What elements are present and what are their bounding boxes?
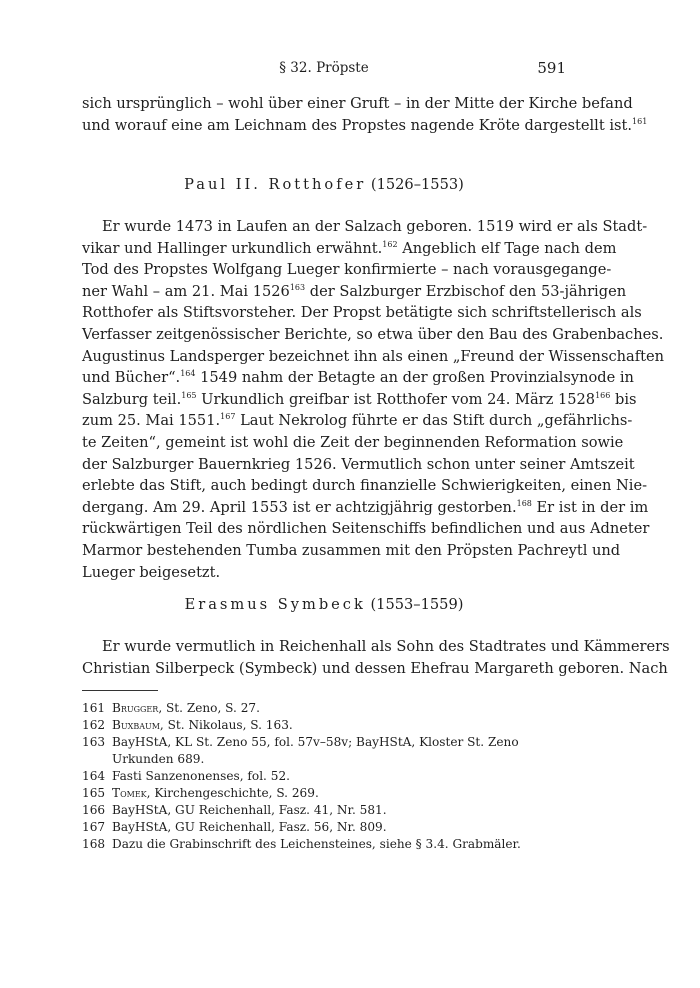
footnote-body: , St. Nikolaus, S. 163. <box>159 718 293 732</box>
text-line: und Bücher“.$^{164}$ 1549 nahm der Betagte an der großen Provinzialsynode in <box>82 369 634 387</box>
text-line: und worauf eine am Leichnam des Propstes nagende Kröte dargestellt ist.$^{161}$ <box>82 116 648 134</box>
footnote-author: Buxbaum <box>112 718 160 732</box>
text-line: der Salzburger Bauernkrieg 1526. Vermutlich schon unter seiner Amtszeit <box>82 455 635 473</box>
footnote-body: Fasti Sanzenonenses, fol. 52. <box>112 769 290 783</box>
text-line: sich ursprünglich – wohl über einer Gruft – in der Mitte der Kirche befand <box>82 95 633 112</box>
section-heading-symbeck <box>82 596 566 613</box>
footnote-item <box>82 785 566 802</box>
section-heading-name: Erasmus Symbeck <box>184 596 366 613</box>
footnote-number: 165 <box>82 786 106 800</box>
text-line: Rotthofer als Stiftsvorsteher. Der Propst betätigte sich schriftstellerisch als <box>82 304 642 322</box>
footnote-number: 161 <box>82 701 106 715</box>
text-line: Christian Silberpeck (Symbeck) und dessen Ehefrau Margareth geboren. Nach <box>82 659 668 677</box>
footnote-body: BayHStA, GU Reichenhall, Fasz. 56, Nr. 809. <box>112 820 387 834</box>
footnote-item <box>82 700 566 717</box>
footnote-text <box>112 717 566 734</box>
footnote-author: Brugger <box>112 701 159 715</box>
text-line: dergang. Am 29. April 1553 ist er achtzigjährig gestorben.$^{168}$ Er ist in der im <box>82 498 649 516</box>
text-line: Verfasser zeitgenössischer Berichte, so etwa über den Bau des Grabenbaches. <box>82 325 664 343</box>
footnote-text <box>112 819 566 836</box>
section-heading-years: (1553–1559) <box>370 596 464 613</box>
footnote-text <box>112 802 566 819</box>
footnote-number: 162 <box>82 718 106 732</box>
footnote-number: 167 <box>82 820 106 834</box>
footnote-number: 166 <box>82 803 106 817</box>
text-line: Tod des Propstes Wolfgang Lueger konfirmierte – nach vorausgegange- <box>82 261 612 279</box>
section-heading-name: Paul II. Rotthofer <box>184 176 367 193</box>
text-line: zum 25. Mai 1551.$^{167}$ Laut Nekrolog führte er das Stift durch „gefährlichs- <box>82 412 633 430</box>
footnote-body: BayHStA, KL St. Zeno 55, fol. 57v–58v; BayHStA, Kloster St. Zeno Urkunden 689. <box>112 735 519 766</box>
text-line: Salzburg teil.$^{165}$ Urkundlich greifbar ist Rotthofer vom 24. März 1528$^{166}$ bis <box>82 390 637 408</box>
running-head: § 32. Pröpste <box>279 60 369 76</box>
intro-paragraph <box>82 93 648 136</box>
text-line: vikar und Hallinger urkundlich erwähnt.$^{162}$ Angeblich elf Tage nach dem <box>82 239 617 257</box>
text-line: Er wurde 1473 in Laufen an der Salzach geboren. 1519 wird er als Stadt- <box>102 218 648 235</box>
footnote-item <box>82 768 566 785</box>
paragraph-rotthofer <box>82 216 665 583</box>
footnote-item <box>82 836 566 853</box>
footnote-body: , St. Zeno, S. 27. <box>158 701 260 715</box>
page-header <box>82 60 566 82</box>
footnote-item <box>82 717 566 734</box>
footnote-body: Dazu die Grabinschrift des Leichensteines, siehe § 3.4. Grabmäler. <box>112 837 521 851</box>
footnote-number: 163 <box>82 735 106 749</box>
footnote-separator <box>82 690 158 691</box>
footnote-number: 168 <box>82 837 106 851</box>
paragraph-symbeck <box>82 636 670 679</box>
footnote-text <box>112 768 566 785</box>
text-line: ner Wahl – am 21. Mai 1526$^{163}$ der Salzburger Erzbischof den 53-jährigen <box>82 282 627 300</box>
section-heading-years: (1526–1553) <box>370 176 464 193</box>
footnote-item <box>82 734 566 768</box>
footnote-body: BayHStA, GU Reichenhall, Fasz. 41, Nr. 581. <box>112 803 387 817</box>
text-line: erlebte das Stift, auch bedingt durch finanzielle Schwierigkeiten, einen Nie- <box>82 477 648 495</box>
footnote-text <box>112 785 566 802</box>
text-line: te Zeiten“, gemeint ist wohl die Zeit der beginnenden Reformation sowie <box>82 433 624 451</box>
footnotes <box>82 700 566 853</box>
footnote-author: Tomek <box>112 786 147 800</box>
page-number: 591 <box>537 59 566 77</box>
footnote-text <box>112 700 566 717</box>
text-line: rückwärtigen Teil des nördlichen Seitenschiffs befindlichen und aus Adneter <box>82 520 650 538</box>
text-line: Lueger beigesetzt. <box>82 563 221 581</box>
footnote-number: 164 <box>82 769 106 783</box>
footnote-item <box>82 802 566 819</box>
footnote-text <box>112 734 566 768</box>
footnote-item <box>82 819 566 836</box>
text-line: Augustinus Landsperger bezeichnet ihn als einen „Freund der Wissenschaften <box>82 347 665 365</box>
text-line: Marmor bestehenden Tumba zusammen mit den Pröpsten Pachreytl und <box>82 541 621 559</box>
text-line: Er wurde vermutlich in Reichenhall als Sohn des Stadtrates und Kämmerers <box>102 638 670 655</box>
footnote-body: , Kirchengeschichte, S. 269. <box>146 786 319 800</box>
footnote-text <box>112 836 566 853</box>
section-heading-rotthofer <box>82 176 566 193</box>
